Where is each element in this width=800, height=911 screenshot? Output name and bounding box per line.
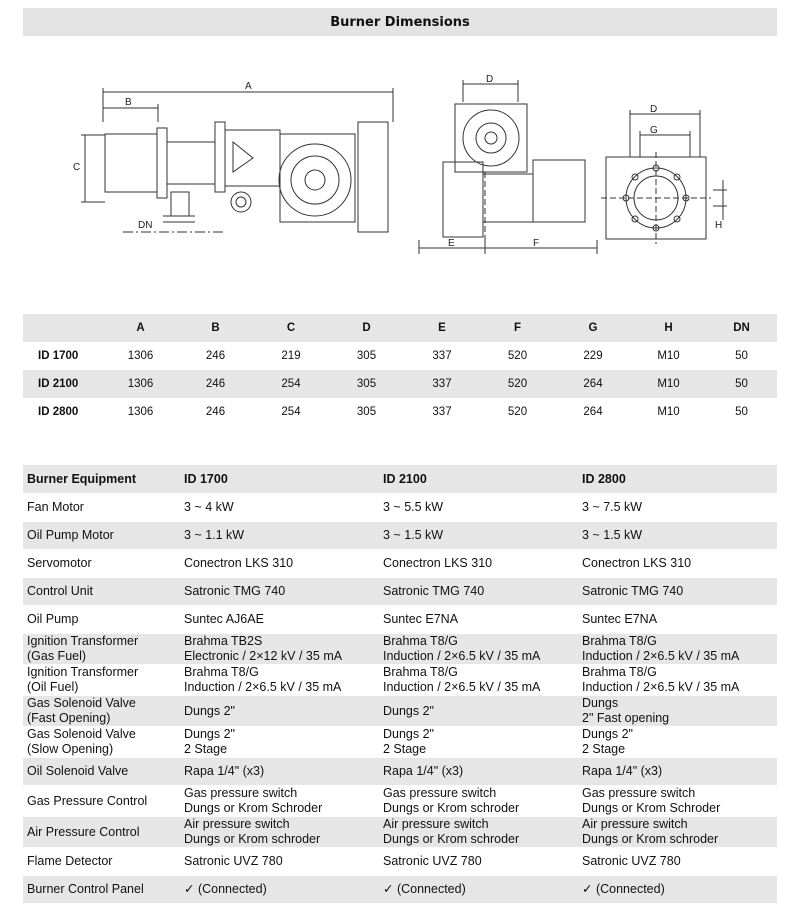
equipment-value: [180, 817, 379, 848]
equipment-value: [379, 665, 578, 696]
equipment-label: [23, 578, 180, 606]
cell-line: Gas pressure switch: [383, 786, 497, 800]
cell-line: Dungs: [582, 696, 619, 710]
dim-col-header: A: [136, 322, 145, 334]
cell-line: Dungs or Krom schroder: [383, 801, 520, 815]
dim-value: 1306: [127, 406, 154, 418]
cell-line: Suntec E7NA: [582, 612, 658, 626]
cell-line: Conectron LKS 310: [582, 556, 692, 570]
cell-line: Induction / 2×6.5 kV / 35 mA: [383, 680, 541, 694]
cell-line: Gas Pressure Control: [27, 793, 148, 808]
equipment-value: [379, 494, 578, 522]
dim-value: 246: [205, 406, 226, 418]
cell-line: Dungs 2": [383, 703, 434, 718]
model-label: ID 2800: [38, 406, 79, 418]
cell-line: 2 Stage: [184, 742, 228, 756]
equipment-value: [180, 665, 379, 696]
dim-value: 254: [281, 406, 301, 418]
dim-value: M10: [657, 406, 680, 418]
equipment-label: [23, 786, 180, 817]
equipment-value: [180, 550, 379, 578]
equipment-value: [379, 727, 578, 758]
equipment-col-header: ID 1700: [180, 465, 379, 494]
dim-label-d-flange: D: [650, 104, 658, 115]
dim-label-b: B: [125, 97, 132, 108]
cell-line: Satronic TMG 740: [184, 584, 286, 598]
dim-col-header: G: [588, 322, 598, 334]
cell-line: Rapa 1/4" (x3): [582, 764, 663, 778]
equipment-value: [578, 494, 777, 522]
dim-value: 305: [356, 378, 377, 390]
cell-line: Rapa 1/4" (x3): [184, 764, 265, 778]
dim-value: M10: [657, 378, 680, 390]
table-row: [23, 817, 777, 848]
equipment-col-header: Burner Equipment: [23, 465, 180, 494]
dim-value: M10: [657, 350, 680, 362]
cell-line: Induction / 2×6.5 kV / 35 mA: [582, 680, 740, 694]
equipment-col-header: ID 2100: [379, 465, 578, 494]
equipment-value: [180, 848, 379, 876]
equipment-value: [180, 522, 379, 550]
cell-line: ✓ (Connected): [383, 882, 466, 896]
dim-col-header: B: [211, 322, 220, 334]
cell-line: Oil Pump Motor: [27, 528, 114, 542]
equipment-value: [379, 817, 578, 848]
equipment-header-row: [23, 465, 777, 494]
cell-line: Gas pressure switch: [582, 786, 696, 800]
dim-value: 254: [281, 378, 301, 390]
cell-line: 2 Stage: [582, 742, 626, 756]
cell-line: Dungs or Krom schroder: [383, 832, 520, 846]
dim-value: 246: [205, 378, 226, 390]
cell-line: Flame Detector: [27, 854, 113, 868]
table-row: [23, 696, 777, 727]
equipment-label: [23, 494, 180, 522]
equipment-value: [379, 848, 578, 876]
cell-line: Control Unit: [27, 584, 93, 598]
cell-line: Dungs or Krom Schroder: [582, 801, 721, 815]
equipment-value: [379, 522, 578, 550]
equipment-value: [379, 634, 578, 665]
table-row: [23, 758, 777, 786]
equipment-label: [23, 817, 180, 848]
equipment-value: [180, 876, 379, 904]
dim-label-e: E: [448, 238, 455, 249]
cell-line: Gas Solenoid Valve: [27, 727, 136, 741]
equipment-value: [180, 578, 379, 606]
cell-line: Dungs 2": [184, 703, 235, 718]
cell-line: Dungs or Krom schroder: [582, 832, 719, 846]
equipment-label: [23, 727, 180, 758]
cell-line: Satronic TMG 740: [582, 584, 684, 598]
cell-line: Oil Pump: [27, 612, 79, 626]
equipment-value: [180, 727, 379, 758]
dim-value: 337: [432, 350, 452, 362]
dim-label-h: H: [715, 220, 723, 231]
cell-line: Gas Solenoid Valve: [27, 696, 136, 710]
equipment-label: [23, 606, 180, 634]
cell-line: (Fast Opening): [27, 711, 111, 725]
table-row: [23, 876, 777, 904]
dim-label-c: C: [73, 162, 81, 173]
cell-line: Servomotor: [27, 556, 92, 570]
table-row: [23, 606, 777, 634]
dim-label-f: F: [533, 238, 540, 249]
dim-value: 264: [583, 378, 603, 390]
dim-value: 337: [432, 406, 452, 418]
model-label: ID 1700: [38, 350, 79, 362]
cell-line: Fan Motor: [27, 500, 84, 514]
cell-line: Brahma T8/G: [383, 634, 458, 648]
equipment-label: [23, 876, 180, 904]
cell-line: 2 Stage: [383, 742, 427, 756]
cell-line: Brahma T8/G: [184, 665, 259, 679]
equipment-value: [379, 578, 578, 606]
table-row: [23, 727, 777, 758]
equipment-value: [578, 606, 777, 634]
equipment-value: [578, 848, 777, 876]
cell-line: Conectron LKS 310: [383, 556, 493, 570]
dim-value: 520: [507, 350, 528, 362]
equipment-rows: [23, 494, 777, 904]
equipment-value: [180, 494, 379, 522]
cell-line: 3 ~ 7.5 kW: [582, 500, 643, 514]
equipment-label: [23, 634, 180, 665]
cell-line: Satronic UVZ 780: [184, 854, 283, 868]
table-row: [23, 522, 777, 550]
equipment-value: [379, 606, 578, 634]
cell-line: 2" Fast opening: [582, 711, 670, 725]
dim-label-d-front: D: [486, 74, 494, 85]
table-row: [23, 578, 777, 606]
cell-line: (Gas Fuel): [27, 649, 87, 663]
cell-line: ✓ (Connected): [184, 882, 267, 896]
cell-line: Burner Control Panel: [27, 882, 144, 896]
dim-value: 520: [507, 378, 528, 390]
equipment-label: [23, 696, 180, 727]
equipment-value: [180, 786, 379, 817]
table-row: [23, 370, 777, 398]
cell-line: Satronic TMG 740: [383, 584, 485, 598]
equipment-value: [578, 696, 777, 727]
equipment-value: [379, 786, 578, 817]
dim-value: 50: [735, 350, 748, 362]
cell-line: Dungs 2": [184, 727, 235, 741]
cell-line: Dungs or Krom schroder: [184, 832, 321, 846]
dim-value: 305: [356, 406, 377, 418]
cell-line: 3 ~ 5.5 kW: [383, 500, 444, 514]
dim-col-header: DN: [733, 322, 750, 334]
cell-line: 3 ~ 1.5 kW: [383, 528, 444, 542]
cell-line: Dungs or Krom Schroder: [184, 801, 323, 815]
equipment-value: [180, 758, 379, 786]
cell-line: Satronic UVZ 780: [383, 854, 482, 868]
dimensions-header-row: [23, 314, 777, 342]
dim-label-dn: DN: [138, 220, 153, 231]
cell-line: Brahma TB2S: [184, 634, 263, 648]
cell-line: Gas pressure switch: [184, 786, 298, 800]
equipment-value: [578, 634, 777, 665]
equipment-table: [23, 465, 777, 904]
equipment-label: [23, 758, 180, 786]
dim-label-a: A: [245, 81, 252, 92]
cell-line: Ignition Transformer: [27, 634, 139, 648]
cell-line: Induction / 2×6.5 kV / 35 mA: [582, 649, 740, 663]
dim-value: 520: [507, 406, 528, 418]
cell-line: Dungs 2": [582, 727, 633, 741]
dim-value: 50: [735, 378, 748, 390]
dimensions-table: [23, 314, 777, 426]
equipment-value: [578, 817, 777, 848]
burner-dimension-drawing: [23, 62, 777, 262]
cell-line: Brahma T8/G: [582, 634, 657, 648]
equipment-value: [578, 665, 777, 696]
equipment-label: [23, 522, 180, 550]
cell-line: Induction / 2×6.5 kV / 35 mA: [383, 649, 541, 663]
cell-line: Air pressure switch: [184, 817, 290, 831]
table-row: [23, 786, 777, 817]
equipment-value: [578, 876, 777, 904]
cell-line: 3 ~ 4 kW: [184, 500, 234, 514]
cell-line: Satronic UVZ 780: [582, 854, 681, 868]
dim-col-header: F: [513, 322, 522, 334]
cell-line: Air pressure switch: [383, 817, 489, 831]
cell-line: Air Pressure Control: [27, 824, 140, 839]
model-label: ID 2100: [38, 378, 79, 390]
equipment-value: [379, 876, 578, 904]
dim-label-g: G: [650, 125, 658, 136]
equipment-value: [578, 758, 777, 786]
cell-line: Ignition Transformer: [27, 665, 139, 679]
dim-value: 246: [205, 350, 226, 362]
dim-col-header: C: [286, 322, 296, 334]
equipment-col-header: ID 2800: [578, 465, 777, 494]
dim-col-header: E: [438, 322, 446, 334]
dim-value: 264: [583, 406, 603, 418]
dim-value: 337: [432, 378, 452, 390]
cell-line: Brahma T8/G: [582, 665, 657, 679]
cell-line: ✓ (Connected): [582, 882, 665, 896]
cell-line: 3 ~ 1.1 kW: [184, 528, 245, 542]
dim-value: 229: [583, 350, 603, 362]
cell-line: 3 ~ 1.5 kW: [582, 528, 643, 542]
equipment-label: [23, 848, 180, 876]
cell-line: Dungs 2": [383, 727, 434, 741]
cell-line: Air pressure switch: [582, 817, 688, 831]
cell-line: Oil Solenoid Valve: [27, 764, 129, 778]
dim-value: 1306: [127, 350, 154, 362]
section-title: Burner Dimensions: [23, 8, 777, 36]
cell-line: (Slow Opening): [27, 742, 114, 756]
equipment-value: [180, 696, 379, 727]
equipment-value: [578, 578, 777, 606]
cell-line: Brahma T8/G: [383, 665, 458, 679]
equipment-value: [578, 786, 777, 817]
table-row: [23, 342, 777, 370]
equipment-value: [578, 550, 777, 578]
table-row: [23, 550, 777, 578]
equipment-value: [379, 758, 578, 786]
equipment-value: [180, 634, 379, 665]
table-row: [23, 665, 777, 696]
dim-value: 305: [356, 350, 377, 362]
dim-value: 1306: [127, 378, 154, 390]
dim-col-header: [23, 314, 103, 342]
equipment-label: [23, 665, 180, 696]
cell-line: (Oil Fuel): [27, 680, 79, 694]
cell-line: Suntec E7NA: [383, 612, 459, 626]
dim-value: 219: [281, 350, 301, 362]
table-row: [23, 398, 777, 426]
cell-line: Suntec AJ6AE: [184, 612, 264, 626]
equipment-value: [379, 696, 578, 727]
equipment-label: [23, 550, 180, 578]
cell-line: Electronic / 2×12 kV / 35 mA: [184, 649, 343, 663]
dim-col-header: H: [664, 322, 673, 334]
table-row: [23, 634, 777, 665]
equipment-value: [180, 606, 379, 634]
cell-line: Induction / 2×6.5 kV / 35 mA: [184, 680, 342, 694]
equipment-value: [578, 522, 777, 550]
cell-line: Conectron LKS 310: [184, 556, 294, 570]
technical-drawing-svg: [23, 62, 777, 262]
dim-value: 50: [735, 406, 748, 418]
table-row: [23, 848, 777, 876]
equipment-value: [379, 550, 578, 578]
equipment-value: [578, 727, 777, 758]
dim-col-header: D: [362, 322, 371, 334]
table-row: [23, 494, 777, 522]
cell-line: Rapa 1/4" (x3): [383, 764, 464, 778]
